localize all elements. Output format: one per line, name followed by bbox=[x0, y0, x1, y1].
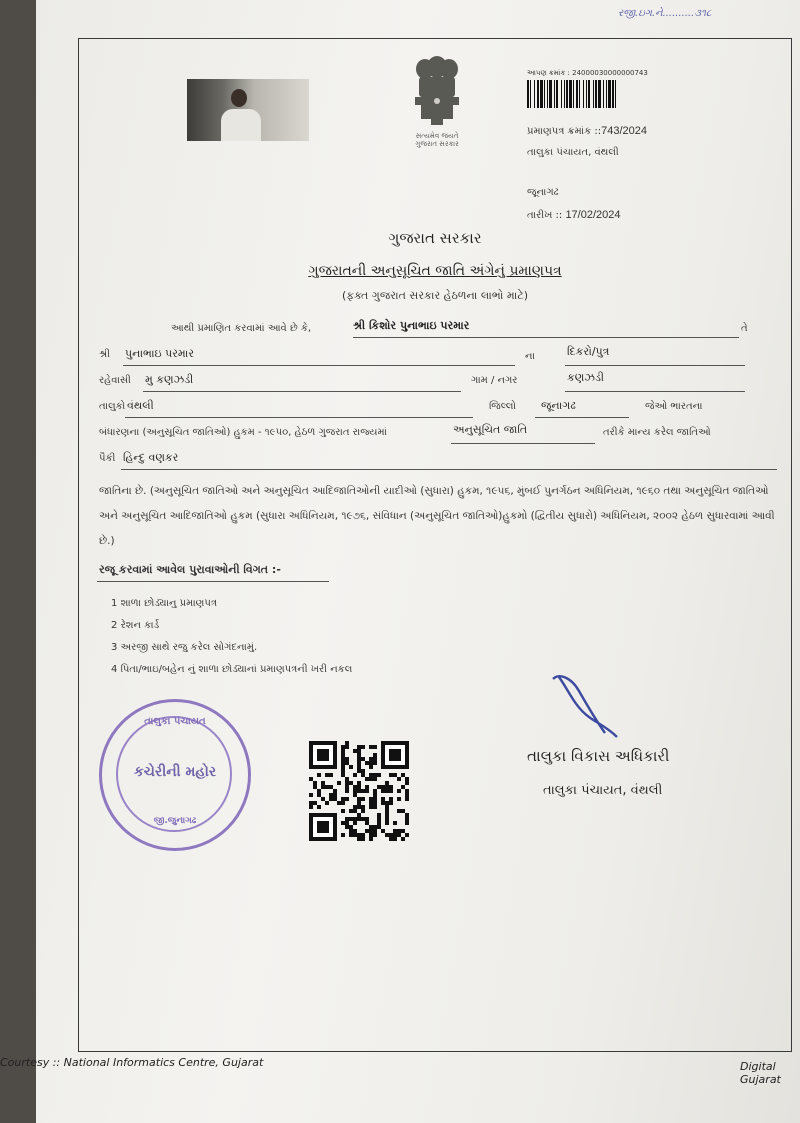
barcode bbox=[527, 80, 648, 108]
village: કણઝડી bbox=[567, 371, 605, 384]
evidence-item: 1 શાળા છોડ્યાનુ પ્રમાણપત્ર bbox=[111, 598, 218, 609]
footer-left: Courtesy :: National Informatics Centre, Gujarat bbox=[0, 1056, 264, 1069]
shri-label: શ્રી bbox=[99, 349, 111, 360]
resident-label: રહેવાસી bbox=[99, 375, 131, 386]
caste-underline bbox=[121, 469, 777, 470]
category-underline bbox=[451, 443, 595, 444]
evidence-item: 3 અરજી સાથે રજુ કરેલ સોગંદનામું. bbox=[111, 642, 258, 653]
seal-bottom-text: જી.જુનાગઢ bbox=[153, 816, 197, 826]
issue-date: તારીખ :: 17/02/2024 bbox=[527, 209, 621, 221]
evidence-list bbox=[111, 593, 352, 681]
office-seal bbox=[99, 699, 251, 851]
village-label: ગામ / નગર bbox=[471, 375, 518, 386]
taluka: વંથલી bbox=[127, 399, 154, 412]
applicant-photo bbox=[187, 79, 309, 141]
taluka-label: તાલુકો bbox=[99, 401, 126, 412]
resident-underline bbox=[143, 391, 461, 392]
document-subtitle: (ફક્ત ગુજરાત સરકાર હેઠળના લાભો માટે) bbox=[341, 289, 529, 302]
document-title: ગુજરાતની અનુસૂચિત જાતિ અંગેનું પ્રમાણપત્ર bbox=[308, 263, 562, 279]
who-label: જેઓ ભારતના bbox=[645, 401, 703, 412]
legal-paragraph: જાતિના છે. (અનુસૂચિત જાતિઓ અને અનુસૂચિત આદિજાતિઓની યાદીઓ (સુધારા) હુકમ, ૧૯૫૬, મુંબઈ પુનર્ગઠન અધિનિયમ, ૧૯૬૦ તથા અનુસૂચિત જાતિઓ અને અનુસૂચિત આદિજાતિઓ હુકમ (સુધારા અધિનિયમ, ૧૯૭૬, સંવિધાન (અનુસૂચિત જાતિઓ)હુકમો (દ્વિતીય સુધારો) અધિનિયમ, ૨૦૦૨ હેઠળ સુધારવામાં આવી છે.) bbox=[99, 485, 775, 547]
caste: હિન્દુ વણકર bbox=[123, 451, 179, 464]
relation-underline bbox=[565, 365, 745, 366]
top-handwritten-note: રજી.ઇગ.ને..........૩૧૮ bbox=[618, 8, 712, 19]
qr-code bbox=[309, 741, 413, 849]
father-underline bbox=[123, 365, 515, 366]
seal-ring-text: તાલુકા પંચાયત bbox=[144, 716, 206, 727]
emblem-caption-2: ગુજરાત સરકાર bbox=[415, 140, 459, 148]
certify-label: આથી પ્રમાણિત કરવામાં આવે છે કે, bbox=[171, 323, 312, 334]
evidence-heading-underline bbox=[97, 581, 329, 582]
te-label: તે bbox=[741, 323, 748, 334]
relation: દિકરો/પુત્ર bbox=[567, 345, 610, 358]
emblem-caption-1: સત્યમેવ જયતે bbox=[415, 132, 459, 140]
certificate-paper bbox=[36, 0, 800, 1123]
evidence-item: 2 રેશન કાર્ડ bbox=[111, 620, 160, 631]
barcode-block bbox=[527, 69, 648, 108]
signatory-title: તાલુકા વિકાસ અધિકારી bbox=[527, 747, 670, 765]
district-underline bbox=[535, 417, 629, 418]
certificate-frame bbox=[78, 38, 792, 1052]
taluka-underline bbox=[125, 417, 473, 418]
village-underline bbox=[565, 391, 745, 392]
footer-right: Digital Gujarat bbox=[740, 1060, 781, 1086]
district: જૂનાગઢ bbox=[541, 399, 576, 412]
evidence-heading: રજૂ કરવામાં આવેલ પુરાવાઓની વિગત :- bbox=[99, 563, 281, 576]
father-name: પુનાભાઇ પરમાર bbox=[125, 347, 195, 360]
district-label: જિલ્લો bbox=[489, 401, 516, 412]
name-underline bbox=[353, 337, 739, 338]
certificate-number: પ્રમાણપત્ર ક્રમાંક ::743/2024 bbox=[527, 125, 647, 137]
signatory-office: તાલુકા પંચાયત, વંથલી bbox=[543, 783, 663, 798]
na-label: ના bbox=[525, 351, 535, 362]
place: જૂનાગઢ bbox=[527, 187, 559, 198]
caste-category: અનુસૂચિત જાતિ bbox=[453, 423, 528, 436]
signature bbox=[549, 671, 629, 751]
of-which-label: પૈકી bbox=[99, 453, 116, 464]
header-title: ગુજરાત સરકાર bbox=[388, 229, 482, 247]
constitution-label: બંધારણના (અનુસૂચિત જાતિઓ) હુકમ - ૧૯૫૦, હેઠળ ગુજરાત રાજ્યમાં bbox=[99, 427, 387, 438]
seal-text: કચેરીની મહોર bbox=[133, 764, 217, 780]
resident: મુ કણઝડી bbox=[145, 373, 194, 386]
barcode-number: આપણ ક્રમાંક : 24000030000000743 bbox=[527, 69, 648, 77]
issuer-office: તાલુકા પંચાયત, વંથલી bbox=[527, 147, 619, 158]
applicant-name: શ્રી કિશોર પુનાભાઇ પરમાર bbox=[353, 319, 470, 332]
recognized-label: તરીકે માન્ય કરેલ જાતિઓ bbox=[603, 427, 711, 438]
state-emblem-icon bbox=[401, 55, 473, 148]
evidence-item: 4 પિતા/ભાઇ/બહેન નું શાળા છોડ્યાનાં પ્રમાણપત્રની ખરી નકલ bbox=[111, 664, 353, 675]
